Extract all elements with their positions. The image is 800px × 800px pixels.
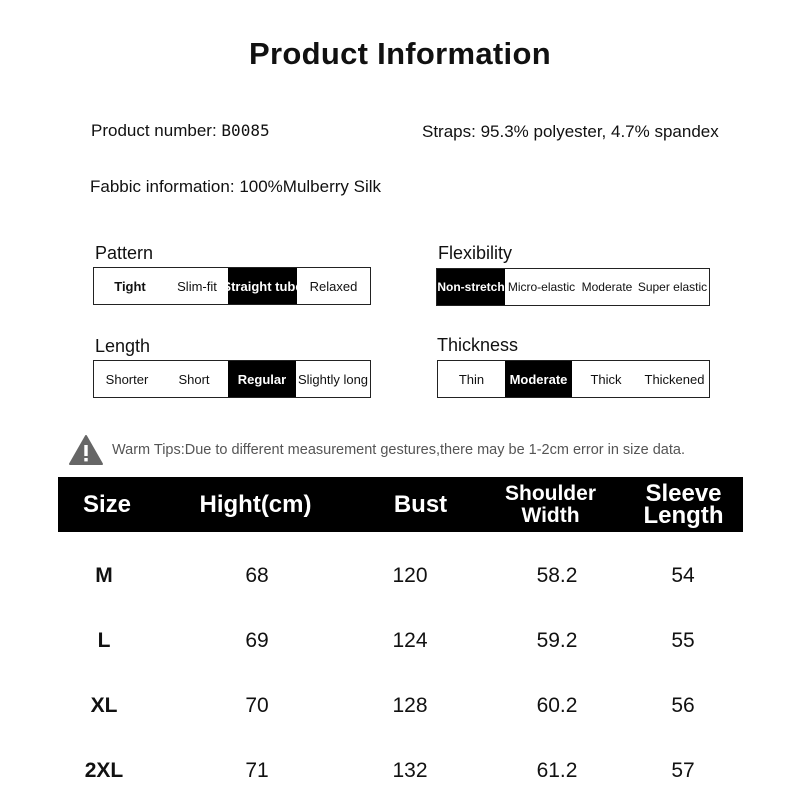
- flexibility-label: Flexibility: [438, 243, 513, 263]
- height-cell: 69: [245, 629, 269, 652]
- sleeve-cell: 55: [671, 629, 695, 652]
- bust-cell: 132: [392, 759, 428, 782]
- length-option-selected: Regular: [228, 361, 296, 397]
- warning-icon: [68, 434, 104, 466]
- pattern-scale: [93, 267, 371, 305]
- pattern-label: Pattern: [95, 243, 154, 263]
- sleeve-cell: 54: [671, 564, 695, 587]
- straps-info: [422, 122, 719, 142]
- fabric-value: 100%Mulberry Silk: [239, 177, 382, 196]
- pattern-option: Tight: [114, 278, 146, 294]
- warm-tips: [68, 434, 685, 466]
- thickness-option: Thin: [458, 371, 485, 387]
- flexibility-option-selected: Non-stretch: [437, 269, 505, 305]
- length-option: Short: [178, 371, 210, 387]
- length-scale: [93, 360, 371, 398]
- product-number-value: B0085: [221, 121, 270, 140]
- length-label: Length: [95, 336, 151, 356]
- header-shoulder-width: Shoulder Width: [504, 481, 596, 527]
- size-cell: 2XL: [84, 759, 124, 782]
- sleeve-cell: 56: [671, 694, 695, 717]
- height-cell: 71: [245, 759, 269, 782]
- tips-text: Warm Tips:Due to different measurement gestures,there may be 1-2cm error in size data.: [112, 442, 685, 458]
- length-option: Slightly long: [297, 371, 369, 387]
- header-sleeve-length: Sleeve Length: [643, 479, 724, 529]
- page-title: Product Information: [249, 36, 551, 71]
- height-cell: 70: [245, 694, 269, 717]
- thickness-label: Thickness: [437, 335, 519, 355]
- thickness-option-selected: Moderate: [505, 361, 572, 397]
- thickness-scale: [437, 360, 710, 398]
- shoulder-cell: 61.2: [536, 759, 578, 782]
- thickness-option: Thickened: [644, 371, 705, 387]
- bust-cell: 124: [392, 629, 428, 652]
- shoulder-cell: 58.2: [536, 564, 578, 587]
- height-cell: 68: [245, 564, 269, 587]
- straps-value: 95.3% polyester, 4.7% spandex: [480, 122, 719, 141]
- thickness-option: Thick: [590, 371, 622, 387]
- length-option: Shorter: [105, 371, 149, 387]
- shoulder-cell: 59.2: [536, 629, 578, 652]
- header-height: Hight(cm): [199, 490, 312, 518]
- flexibility-scale: [436, 268, 710, 306]
- fabric-label: Fabbic information:: [90, 177, 235, 196]
- bust-cell: 120: [392, 564, 428, 587]
- flexibility-option: Moderate: [581, 280, 633, 294]
- header-size: Size: [82, 490, 132, 518]
- pattern-option-selected: Straight tube: [228, 268, 297, 304]
- product-number: [91, 121, 270, 141]
- fabric-info: [90, 177, 381, 197]
- pattern-option: Slim-fit: [177, 278, 217, 294]
- shoulder-cell: 60.2: [536, 694, 578, 717]
- size-cell: XL: [90, 694, 118, 717]
- pattern-option: Relaxed: [309, 278, 358, 294]
- flexibility-option: Super elastic: [637, 280, 708, 294]
- size-cell: M: [95, 564, 113, 587]
- sleeve-cell: 57: [671, 759, 695, 782]
- header-bust: Bust: [393, 490, 448, 518]
- product-number-label: Product number:: [91, 121, 217, 140]
- flexibility-option: Micro-elastic: [507, 280, 576, 294]
- size-table-header: [58, 477, 743, 532]
- size-cell: L: [97, 629, 111, 652]
- bust-cell: 128: [392, 694, 428, 717]
- straps-label: Straps:: [422, 122, 476, 141]
